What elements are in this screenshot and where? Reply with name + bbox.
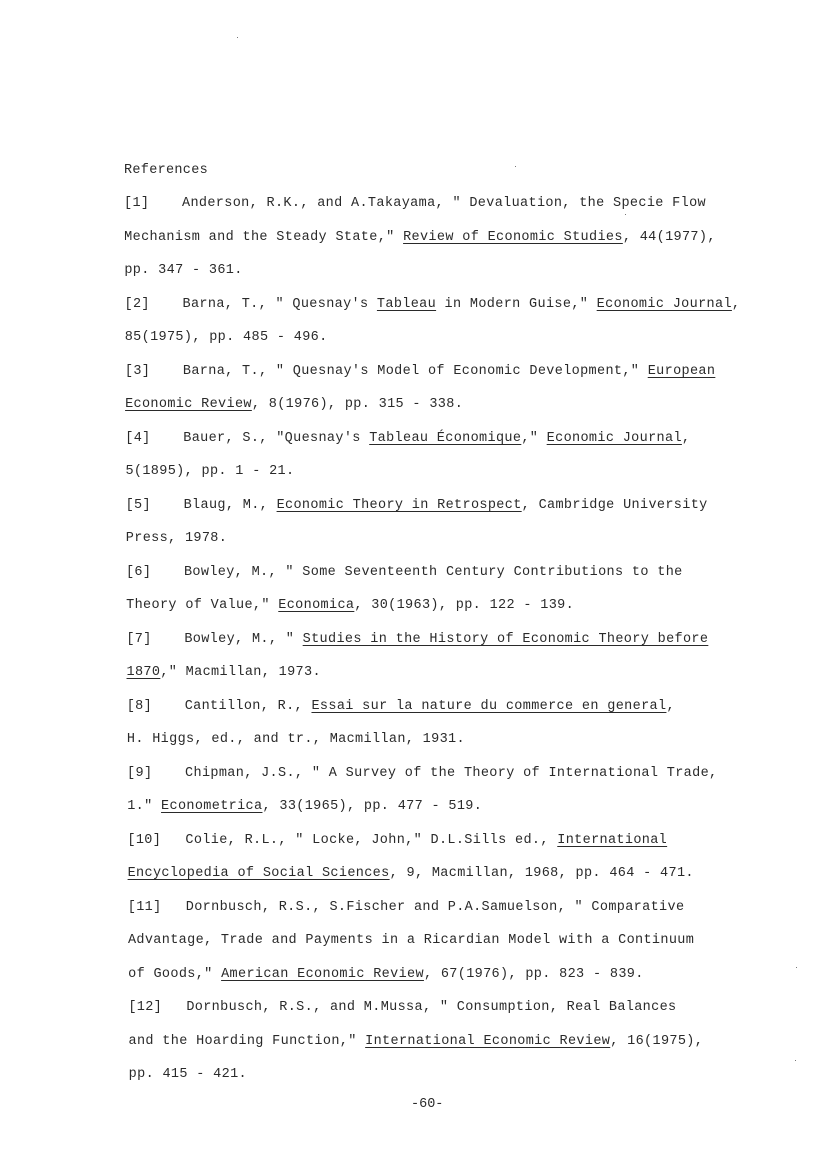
reference-line: [6] Bowley, M., " Some Seventeenth Century Contributions to the (125, 564, 683, 580)
reference-line: [9] Chipman, J.S., " A Survey of the Theory of International Trade, (127, 765, 718, 781)
reference-line: Encyclopedia of Social Sciences, 9, Macmillan, 1968, pp. 464 - 471. (127, 866, 694, 881)
reference-line: Mechanism and the Steady State," Review of Economic Studies, 44(1977), (124, 229, 716, 245)
reference-number: [12] (128, 1000, 163, 1015)
underlined-title: Economic Journal (596, 296, 732, 312)
underlined-title: Economic Review (125, 397, 252, 412)
scan-speck (796, 967, 797, 968)
reference-number: [2] (124, 296, 150, 312)
reference-number: [3] (124, 363, 151, 379)
underlined-title: Economica (278, 598, 355, 613)
reference-line: [7] Bowley, M., " Studies in the History of Economic Theory before (126, 631, 709, 647)
reference-line: and the Hoarding Function," International Economic Review, 16(1975), (128, 1033, 704, 1049)
underlined-title: Econometrica (161, 799, 263, 814)
underlined-title: International Economic Review (365, 1033, 611, 1049)
underlined-title: European (647, 363, 716, 379)
underlined-title: Studies in the History of Economic Theory before (302, 631, 709, 647)
reference-line: [11] Dornbusch, R.S., S.Fischer and P.A.Samuelson, " Comparative (127, 899, 685, 915)
underlined-title: 1870 (126, 665, 161, 680)
reference-line: 1870," Macmillan, 1973. (126, 665, 321, 680)
scan-speck (237, 37, 238, 38)
reference-line: Press, 1978. (125, 531, 228, 546)
reference-line: [8] Cantillon, R., Essai sur la nature du commerce en general, (126, 698, 675, 714)
reference-number: [8] (126, 698, 153, 714)
reference-line: [4] Bauer, S., "Quesnay's Tableau Économique," Economic Journal, (125, 430, 691, 446)
reference-number: [6] (125, 564, 152, 580)
reference-number: [1] (124, 196, 150, 211)
reference-line: 1." Econometrica, 33(1965), pp. 477 - 519. (127, 799, 483, 814)
scan-speck (625, 214, 626, 215)
reference-line: of Goods," American Economic Review, 67(1976), pp. 823 - 839. (128, 966, 644, 982)
reference-line: H. Higgs, ed., and tr., Macmillan, 1931. (126, 732, 465, 747)
reference-line: Theory of Value," Economica, 30(1963), pp. 122 - 139. (126, 598, 575, 613)
references-heading: References (124, 163, 209, 178)
reference-number: [11] (127, 899, 162, 915)
reference-number: [4] (125, 430, 151, 446)
reference-line: 85(1975), pp. 485 - 496. (124, 330, 328, 345)
scan-speck (795, 1060, 796, 1061)
reference-line: [12] Dornbusch, R.S., and M.Mussa, " Consumption, Real Balances (128, 1000, 677, 1015)
underlined-title: International (557, 832, 668, 848)
reference-line: [2] Barna, T., " Quesnay's Tableau in Modern Guise," Economic Journal, (124, 296, 741, 312)
underlined-title: Encyclopedia of Social Sciences (127, 866, 390, 881)
underlined-title: Tableau Économique (369, 430, 522, 446)
underlined-title: Economic Theory in Retrospect (276, 497, 522, 513)
reference-line: [3] Barna, T., " Quesnay's Model of Economic Development," European (124, 363, 716, 379)
underlined-title: Economic Journal (546, 430, 682, 446)
reference-line: [5] Blaug, M., Economic Theory in Retrospect, Cambridge University (125, 497, 708, 513)
page-number: -60- (411, 1097, 444, 1112)
reference-number: [10] (127, 832, 162, 848)
underlined-title: Review of Economic Studies (403, 229, 623, 245)
reference-line: [10] Colie, R.L., " Locke, John," D.L.Sills ed., International (127, 832, 668, 848)
reference-number: [9] (127, 765, 153, 781)
reference-number: [5] (125, 497, 151, 513)
reference-line: pp. 415 - 421. (128, 1067, 247, 1082)
scan-speck (515, 166, 516, 167)
reference-line: 5(1895), pp. 1 - 21. (125, 464, 295, 479)
reference-line: pp. 347 - 361. (124, 263, 243, 278)
underlined-title: Tableau (376, 296, 437, 312)
reference-line: [1] Anderson, R.K., and A.Takayama, " Devaluation, the Specie Flow (124, 196, 706, 211)
underlined-title: American Economic Review (221, 966, 424, 982)
underlined-title: Essai sur la nature du commerce en general (311, 698, 667, 714)
reference-line: Economic Review, 8(1976), pp. 315 - 338. (125, 397, 464, 412)
reference-line: Advantage, Trade and Payments in a Ricardian Model with a Continuum (127, 933, 695, 948)
reference-number: [7] (126, 631, 152, 647)
